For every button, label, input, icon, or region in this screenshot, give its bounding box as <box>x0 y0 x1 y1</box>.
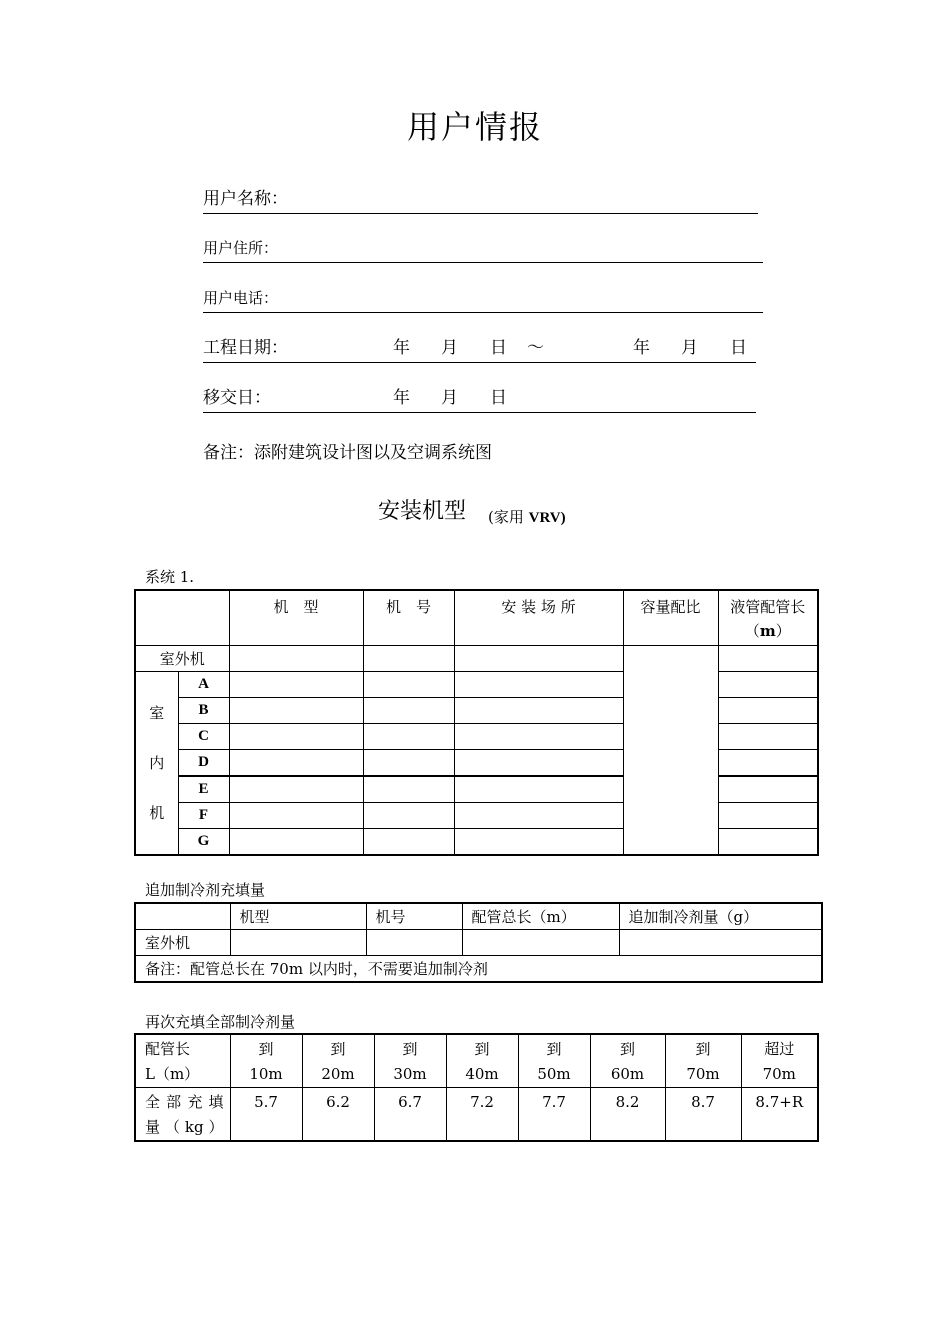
indoor-e-location[interactable] <box>454 776 623 803</box>
install-sub-bold: VRV) <box>528 510 566 526</box>
indoor-e-serial[interactable] <box>363 776 454 803</box>
outdoor-serial-cell[interactable] <box>363 646 454 672</box>
capacity-ratio-cell[interactable] <box>623 646 718 856</box>
table-row <box>135 646 818 672</box>
range-1-a: 到 <box>258 1040 274 1058</box>
range-4-a: 到 <box>474 1040 490 1058</box>
range-4-b: 40m <box>465 1065 499 1083</box>
user-name-field[interactable] <box>203 187 758 214</box>
indoor-char-1: 室 <box>149 704 165 722</box>
header-capacity: 容量配比 <box>623 590 718 646</box>
indoor-g-model[interactable] <box>229 829 363 856</box>
indoor-g-location[interactable] <box>454 829 623 856</box>
install-sub-prefix: (家用 <box>488 508 524 526</box>
handover-month: 月 <box>441 388 458 408</box>
refill-length-label-a: 配管长 <box>145 1040 191 1058</box>
amount-cell-1: 5.7 <box>230 1088 302 1142</box>
indoor-d-location[interactable] <box>454 750 623 777</box>
indoor-letter-c: C <box>178 724 229 750</box>
indoor-letter-b: B <box>178 698 229 724</box>
range-cell-5 <box>518 1034 590 1088</box>
range-2-b: 20m <box>321 1065 355 1083</box>
start-year: 年 <box>393 338 410 358</box>
refrigerant-header-amount: 追加制冷剂量（g） <box>619 903 822 930</box>
indoor-b-serial[interactable] <box>363 698 454 724</box>
indoor-b-location[interactable] <box>454 698 623 724</box>
indoor-letter-f: F <box>178 803 229 829</box>
header-pipe-length-text: 液管配管长（ <box>730 598 806 640</box>
handover-date-label: 移交日： <box>203 388 271 408</box>
range-cell-8 <box>741 1034 818 1088</box>
indoor-e-pipe[interactable] <box>718 776 818 803</box>
table-row <box>135 903 822 930</box>
amount-cell-4: 7.2 <box>446 1088 518 1142</box>
indoor-unit-label <box>135 672 178 856</box>
range-6-a: 到 <box>619 1040 635 1058</box>
range-5-b: 50m <box>537 1065 571 1083</box>
header-pipe-length <box>718 590 818 646</box>
user-phone-label: 用户电话： <box>203 289 279 307</box>
project-date-label: 工程日期： <box>203 338 288 358</box>
range-cell-2 <box>302 1034 374 1088</box>
indoor-c-serial[interactable] <box>363 724 454 750</box>
indoor-f-location[interactable] <box>454 803 623 829</box>
user-address-field[interactable] <box>203 236 763 263</box>
indoor-e-model[interactable] <box>229 776 363 803</box>
indoor-char-3: 机 <box>149 804 165 822</box>
header-pipe-length-close: ） <box>775 622 791 640</box>
indoor-letter-e: E <box>178 776 229 803</box>
handover-year: 年 <box>393 388 410 408</box>
refill-caption: 再次充填全部制冷剂量 <box>145 1013 296 1031</box>
range-3-a: 到 <box>402 1040 418 1058</box>
refrigerant-length-cell[interactable] <box>462 930 619 956</box>
amount-cell-5: 7.7 <box>518 1088 590 1142</box>
refill-length-label <box>135 1034 230 1088</box>
refill-length-label-b: L（m） <box>145 1065 200 1083</box>
indoor-d-pipe[interactable] <box>718 750 818 777</box>
header-blank <box>135 590 229 646</box>
refrigerant-header-model: 机型 <box>230 903 366 930</box>
refrigerant-caption: 追加制冷剂充填量 <box>145 881 266 899</box>
user-address-label: 用户住所： <box>203 239 279 257</box>
header-model: 机 型 <box>229 590 363 646</box>
indoor-d-serial[interactable] <box>363 750 454 777</box>
range-7-a: 到 <box>695 1040 711 1058</box>
outdoor-location-cell[interactable] <box>454 646 623 672</box>
refrigerant-header-length: 配管总长（m） <box>462 903 619 930</box>
indoor-a-location[interactable] <box>454 672 623 698</box>
table-row <box>135 1088 818 1142</box>
refrigerant-model-cell[interactable] <box>230 930 366 956</box>
indoor-c-model[interactable] <box>229 724 363 750</box>
range-cell-1 <box>230 1034 302 1088</box>
indoor-c-location[interactable] <box>454 724 623 750</box>
indoor-b-model[interactable] <box>229 698 363 724</box>
amount-cell-3: 6.7 <box>374 1088 446 1142</box>
range-5-a: 到 <box>546 1040 562 1058</box>
install-subtitle <box>488 506 566 527</box>
header-location: 安 装 场 所 <box>454 590 623 646</box>
refrigerant-note: 备注：配管总长在 70m 以内时，不需要追加制冷剂 <box>135 956 822 983</box>
indoor-letter-a: A <box>178 672 229 698</box>
indoor-g-serial[interactable] <box>363 829 454 856</box>
refill-amount-label-b: 量（kg） <box>145 1118 224 1136</box>
refill-amount-label <box>135 1088 230 1142</box>
indoor-letter-g: G <box>178 829 229 856</box>
indoor-f-model[interactable] <box>229 803 363 829</box>
amount-cell-7: 8.7 <box>665 1088 741 1142</box>
header-pipe-length-unit: m <box>759 622 776 640</box>
page-title: 用户情报 <box>406 108 543 146</box>
indoor-a-pipe[interactable] <box>718 672 818 698</box>
indoor-b-pipe[interactable] <box>718 698 818 724</box>
indoor-d-model[interactable] <box>229 750 363 777</box>
system-caption: 系统 1. <box>145 568 195 586</box>
project-date-field[interactable] <box>203 336 756 363</box>
refrigerant-amount-cell[interactable] <box>619 930 822 956</box>
range-2-a: 到 <box>330 1040 346 1058</box>
indoor-a-model[interactable] <box>229 672 363 698</box>
range-8-b: 70m <box>762 1065 796 1083</box>
attachment-note: 备注：添附建筑设计图以及空调系统图 <box>203 443 492 463</box>
date-range-tilde: ～ <box>527 338 544 358</box>
range-1-b: 10m <box>249 1065 283 1083</box>
end-day: 日 <box>730 338 747 358</box>
outdoor-unit-label: 室外机 <box>135 646 229 672</box>
end-year: 年 <box>633 338 650 358</box>
outdoor-model-cell[interactable] <box>229 646 363 672</box>
user-name-label: 用户名称： <box>203 189 288 209</box>
range-6-b: 60m <box>610 1065 645 1083</box>
range-cell-6 <box>590 1034 665 1088</box>
range-3-b: 30m <box>393 1065 427 1083</box>
range-cell-4 <box>446 1034 518 1088</box>
table-row <box>135 1034 818 1088</box>
start-day: 日 <box>490 338 507 358</box>
indoor-char-2: 内 <box>149 754 165 772</box>
start-month: 月 <box>441 338 458 358</box>
indoor-g-pipe[interactable] <box>718 829 818 856</box>
outdoor-pipe-cell[interactable] <box>718 646 818 672</box>
range-7-b: 70m <box>686 1065 720 1083</box>
range-8-a: 超过 <box>764 1040 795 1058</box>
amount-cell-2: 6.2 <box>302 1088 374 1142</box>
indoor-f-serial[interactable] <box>363 803 454 829</box>
indoor-c-pipe[interactable] <box>718 724 818 750</box>
system-table <box>134 589 819 856</box>
handover-day: 日 <box>490 388 507 408</box>
amount-cell-6: 8.2 <box>590 1088 665 1142</box>
refrigerant-row-label: 室外机 <box>135 930 230 956</box>
indoor-f-pipe[interactable] <box>718 803 818 829</box>
refill-amount-label-a: 全 部 充 填 <box>145 1093 224 1111</box>
table-row <box>135 930 822 956</box>
refrigerant-table <box>134 902 823 983</box>
refrigerant-header-blank <box>135 903 230 930</box>
user-phone-field[interactable] <box>203 286 763 313</box>
range-cell-3 <box>374 1034 446 1088</box>
refrigerant-serial-cell[interactable] <box>366 930 462 956</box>
refill-table <box>134 1033 819 1142</box>
header-serial: 机 号 <box>363 590 454 646</box>
handover-date-field[interactable] <box>203 386 756 413</box>
indoor-a-serial[interactable] <box>363 672 454 698</box>
install-title: 安装机型 <box>378 499 467 524</box>
indoor-letter-d: D <box>178 750 229 777</box>
end-month: 月 <box>681 338 698 358</box>
range-cell-7 <box>665 1034 741 1088</box>
table-row <box>135 956 822 983</box>
amount-cell-8: 8.7+R <box>741 1088 818 1142</box>
refrigerant-header-serial: 机号 <box>366 903 462 930</box>
